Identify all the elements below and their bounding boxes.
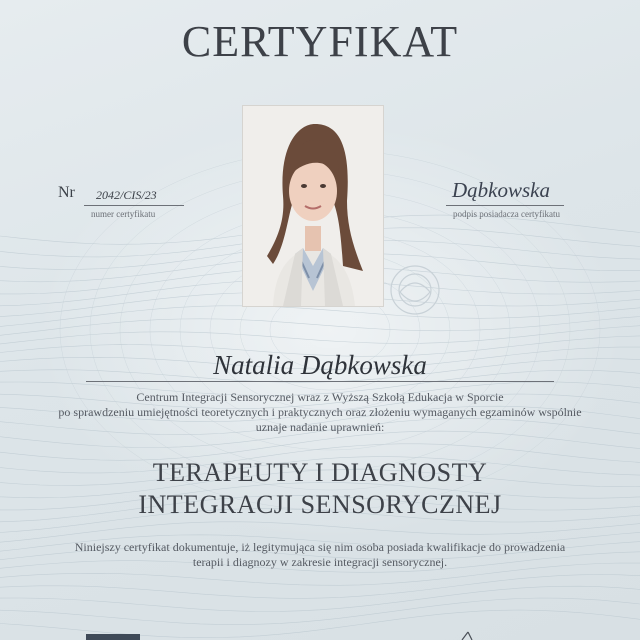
certificate-number-underline bbox=[84, 205, 184, 206]
certificate-number-caption: numer certyfikatu bbox=[91, 209, 156, 219]
holder-signature: Dąbkowska bbox=[452, 178, 550, 202]
guilloche-line bbox=[0, 586, 640, 611]
guilloche-line bbox=[0, 575, 640, 599]
signature-caption: podpis posiadacza certyfikatu bbox=[453, 209, 560, 219]
bottom-right-mark bbox=[458, 630, 488, 640]
certificate-number-label: Nr bbox=[58, 184, 75, 201]
statement-line-2: po sprawdzeniu umiejętności teoretycznych i praktycznych oraz złożeniu wymaganych egzaminów wspólnie bbox=[58, 405, 582, 419]
bottom-left-mark bbox=[86, 634, 140, 640]
guilloche-line bbox=[0, 598, 640, 625]
footer-text-line-1: Niniejszy certyfikat dokumentuje, iż legitymująca się nim osoba posiada kwalifikacje do prowadzenia bbox=[74, 540, 566, 554]
holder-name: Natalia Dąbkowska bbox=[213, 350, 427, 380]
certificate-title: CERTYFIKAT bbox=[181, 17, 459, 66]
statement-line-1: Centrum Integracji Sensorycznej wraz z Wyższą Szkołą Edukacja w Sporcie bbox=[136, 390, 504, 404]
qualification-line-2: INTEGRACJI SENSORYCZNEJ bbox=[138, 490, 502, 519]
guilloche-line bbox=[0, 325, 640, 344]
guilloche-line bbox=[0, 315, 640, 335]
statement-line-3: uznaje nadanie uprawnień: bbox=[255, 420, 385, 434]
qualification-line-1: TERAPEUTY I DIAGNOSTY bbox=[152, 458, 488, 487]
guilloche-line bbox=[0, 306, 640, 327]
hologram-emblem bbox=[391, 266, 439, 314]
holder-name-underline bbox=[86, 381, 554, 382]
footer-text-line-2: terapii i diagnozy w zakresie integracji sensorycznej. bbox=[192, 555, 448, 569]
certificate-number-value: 2042/CIS/23 bbox=[96, 188, 157, 202]
holder-photo bbox=[243, 106, 383, 306]
signature-underline bbox=[446, 205, 564, 206]
